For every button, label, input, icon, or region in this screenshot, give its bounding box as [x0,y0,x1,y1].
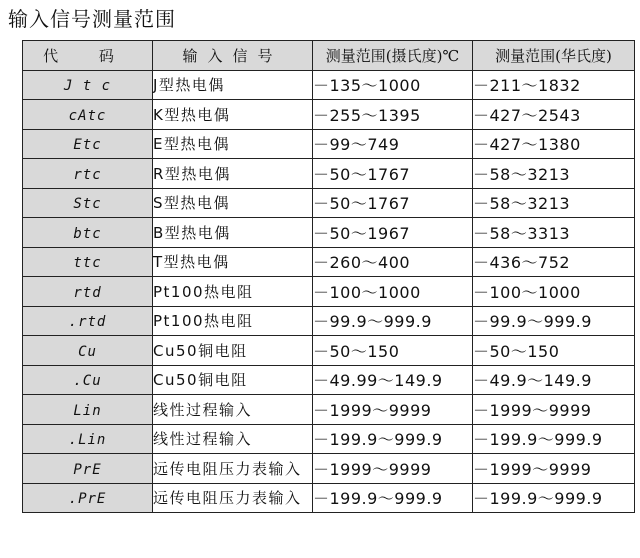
range-celsius-cell: －199.9～999.9 [313,424,473,454]
segment-code-text: rtc [73,166,102,183]
range-fahrenheit-cell: －58～3313 [473,218,635,248]
range-celsius-cell: －255～1395 [313,100,473,130]
code-cell [23,218,153,248]
table-row [23,424,635,454]
range-fahrenheit-cell: －58～3213 [473,188,635,218]
measurement-range-table [22,40,635,513]
code-cell [23,188,153,218]
range-fahrenheit-cell: －58～3213 [473,159,635,189]
range-fahrenheit-cell: －199.9～999.9 [473,483,635,513]
range-celsius-cell: －50～1767 [313,159,473,189]
code-cell [23,247,153,277]
table-row [23,100,635,130]
input-signal-cell: B型热电偶 [153,218,313,248]
range-fahrenheit-cell: －199.9～999.9 [473,424,635,454]
segment-code-text: .Cu [73,373,102,390]
table-row [23,454,635,484]
table-header-row [23,41,635,71]
range-celsius-cell: －99～749 [313,129,473,159]
code-cell [23,395,153,425]
range-fahrenheit-cell: －436～752 [473,247,635,277]
code-cell [23,306,153,336]
range-celsius-cell: －100～1000 [313,277,473,307]
code-cell [23,424,153,454]
segment-code-text: J t c [63,78,112,95]
segment-code-text: Lin [73,402,102,419]
header-range-celsius: 测量范围(摄氏度)℃ [313,41,473,71]
table-row [23,336,635,366]
table-row [23,218,635,248]
table-row [23,365,635,395]
table-row [23,159,635,189]
header-code: 代 码 [23,41,153,71]
range-fahrenheit-cell: －99.9～999.9 [473,306,635,336]
table-row [23,395,635,425]
table-row [23,483,635,513]
input-signal-cell: T型热电偶 [153,247,313,277]
range-fahrenheit-cell: －1999～9999 [473,454,635,484]
range-celsius-cell: －99.9～999.9 [313,306,473,336]
code-cell [23,70,153,100]
input-signal-cell: Cu50铜电阻 [153,365,313,395]
page-title: 输入信号测量范围 [8,7,176,31]
segment-code-text: cAtc [68,107,107,124]
code-cell [23,454,153,484]
range-fahrenheit-cell: －100～1000 [473,277,635,307]
range-fahrenheit-cell: －1999～9999 [473,395,635,425]
segment-code-text: .PrE [68,491,107,508]
code-cell [23,129,153,159]
range-fahrenheit-cell: －427～2543 [473,100,635,130]
input-signal-cell: 线性过程输入 [153,424,313,454]
code-cell [23,336,153,366]
range-celsius-cell: －1999～9999 [313,395,473,425]
range-celsius-cell: －135～1000 [313,70,473,100]
header-range-fahrenheit: 测量范围(华氏度) [473,41,635,71]
range-fahrenheit-cell: －211～1832 [473,70,635,100]
input-signal-cell: E型热电偶 [153,129,313,159]
input-signal-cell: J型热电偶 [153,70,313,100]
segment-code-text: Etc [73,137,102,154]
segment-code-text: PrE [73,461,102,478]
header-input-signal: 输入信号 [153,41,313,71]
range-celsius-cell: －50～150 [313,336,473,366]
table-row [23,70,635,100]
segment-code-text: ttc [73,255,102,272]
code-cell [23,159,153,189]
input-signal-cell: Pt100热电阻 [153,306,313,336]
range-celsius-cell: －199.9～999.9 [313,483,473,513]
table-row [23,306,635,336]
segment-code-text: .Lin [68,432,107,449]
segment-code-text: rtd [73,284,102,301]
table-row [23,247,635,277]
segment-code-text: btc [73,225,102,242]
range-fahrenheit-cell: －50～150 [473,336,635,366]
input-signal-cell: Cu50铜电阻 [153,336,313,366]
code-cell [23,277,153,307]
code-cell [23,483,153,513]
input-signal-cell: 远传电阻压力表输入 [153,454,313,484]
code-cell [23,365,153,395]
input-signal-cell: 远传电阻压力表输入 [153,483,313,513]
input-signal-cell: K型热电偶 [153,100,313,130]
range-celsius-cell: －49.99～149.9 [313,365,473,395]
code-cell [23,100,153,130]
range-celsius-cell: －260～400 [313,247,473,277]
segment-code-text: .rtd [68,314,107,331]
range-celsius-cell: －1999～9999 [313,454,473,484]
segment-code-text: Stc [73,196,102,213]
input-signal-cell: S型热电偶 [153,188,313,218]
table-row [23,129,635,159]
range-celsius-cell: －50～1967 [313,218,473,248]
table-row [23,188,635,218]
table-row [23,277,635,307]
input-signal-cell: R型热电偶 [153,159,313,189]
input-signal-cell: 线性过程输入 [153,395,313,425]
segment-code-text: Cu [78,343,97,360]
range-fahrenheit-cell: －427～1380 [473,129,635,159]
input-signal-cell: Pt100热电阻 [153,277,313,307]
range-fahrenheit-cell: －49.9～149.9 [473,365,635,395]
table-body [23,70,635,513]
range-celsius-cell: －50～1767 [313,188,473,218]
